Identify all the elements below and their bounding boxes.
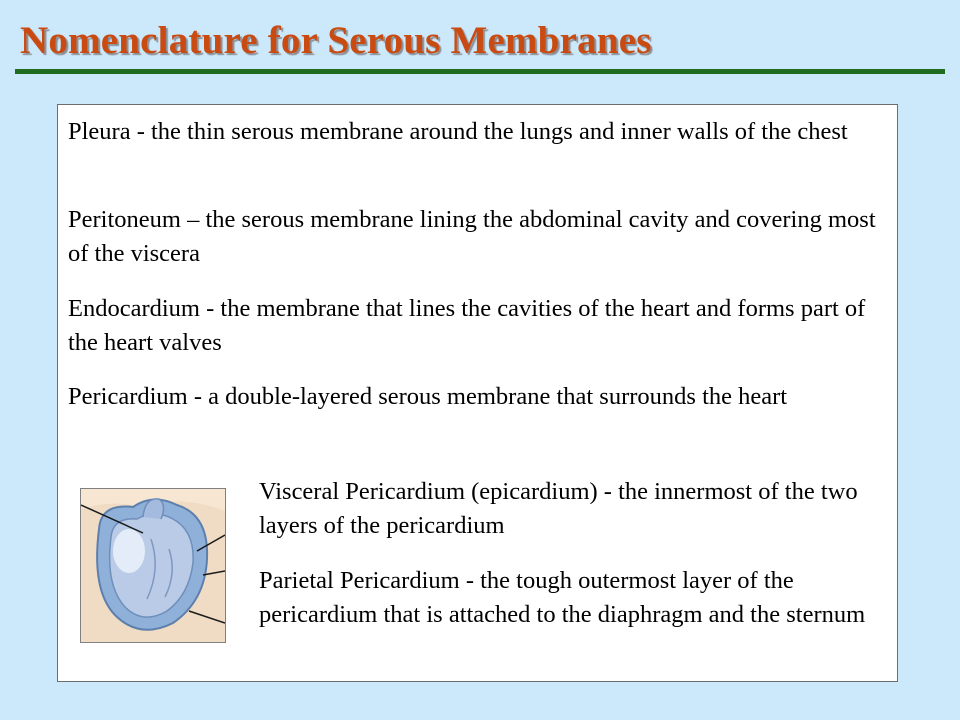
definition-pleura: Pleura - the thin serous membrane around the lungs and inner walls of the chest bbox=[68, 118, 848, 145]
definition-pericardium: Pericardium - a double-layered serous membrane that surrounds the heart bbox=[68, 383, 788, 410]
heart-highlight bbox=[113, 529, 145, 573]
definition-visceral-pericardium: Visceral Pericardium (epicardium) - the innermost of the two layers of the pericardium bbox=[259, 478, 858, 539]
definition-peritoneum: Peritoneum – the serous membrane lining the abdominal cavity and covering most of the viscera bbox=[68, 206, 876, 267]
heart-pericardium-illustration bbox=[81, 489, 225, 642]
slide-title: Nomenclature for Serous Membranes bbox=[20, 19, 652, 62]
title-underline bbox=[15, 69, 945, 74]
content-box bbox=[57, 104, 898, 682]
definition-parietal-pericardium: Parietal Pericardium - the tough outermost layer of the pericardium that is attached to the diaphragm and the sternum bbox=[259, 567, 866, 628]
definition-endocardium: Endocardium - the membrane that lines the cavities of the heart and forms part of the heart valves bbox=[68, 295, 866, 356]
heart-figure bbox=[80, 488, 226, 643]
